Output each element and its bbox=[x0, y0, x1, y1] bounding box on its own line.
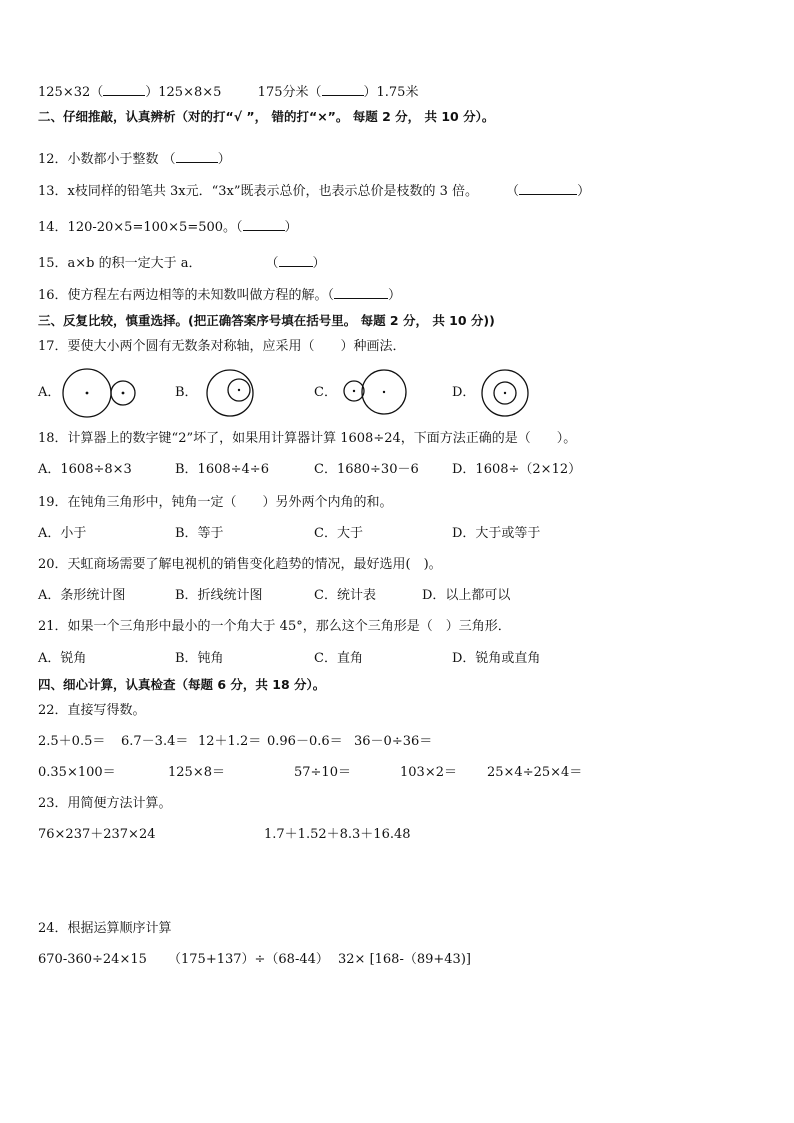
q19-option-b[interactable]: B．等于 bbox=[175, 526, 224, 541]
q18-option-d[interactable]: D．1608÷（2×12） bbox=[452, 462, 582, 477]
q22-item: 125×8＝ bbox=[168, 765, 225, 780]
q23-item: 76×237＋237×24 bbox=[38, 827, 156, 842]
q17-option-c-label: C． bbox=[314, 385, 337, 400]
answer-blank[interactable] bbox=[279, 254, 313, 267]
q18-option-a[interactable]: A．1608÷8×3 bbox=[38, 462, 132, 477]
q24-item: （175+137）÷（68-44） bbox=[168, 952, 329, 967]
q17-option-b-figure bbox=[203, 366, 263, 420]
question-13: 13．x枝同样的铅笔共 3x元．“3x”既表示总价，也表示总价是枝数的 3 倍。 （ ） bbox=[38, 184, 591, 199]
q17-option-a-figure bbox=[60, 366, 150, 420]
q24-item: 32× [168-（89+43)] bbox=[338, 952, 471, 967]
q22-item: 6.7－3.4＝ bbox=[121, 734, 189, 749]
q20-option-c[interactable]: C．统计表 bbox=[314, 588, 376, 603]
question-16: 16．使方程左右两边相等的未知数叫做方程的解。（ ） bbox=[38, 288, 402, 303]
answer-blank[interactable] bbox=[519, 182, 577, 195]
answer-blank[interactable] bbox=[103, 83, 145, 96]
q20-option-a[interactable]: A．条形统计图 bbox=[38, 588, 126, 603]
question-20: 20．天虹商场需要了解电视机的销售变化趋势的情况，最好选用( )。 bbox=[38, 557, 442, 572]
q22-item: 36－0÷36＝ bbox=[354, 734, 433, 749]
q22-item: 12＋1.2＝ bbox=[198, 734, 262, 749]
question-23: 23．用简便方法计算。 bbox=[38, 796, 172, 811]
q22-item: 0.96－0.6＝ bbox=[267, 734, 343, 749]
q11-line: 125×32（ ）125×8×5 175分米（ ）1.75米 bbox=[38, 85, 419, 100]
q17-option-a-label: A． bbox=[38, 385, 61, 400]
question-24: 24．根据运算顺序计算 bbox=[38, 921, 172, 936]
question-12: 12．小数都小于整数 （ ） bbox=[38, 152, 231, 167]
q17-option-b-label: B． bbox=[175, 385, 198, 400]
q21-option-a[interactable]: A．锐角 bbox=[38, 651, 87, 666]
q22-item: 25×4÷25×4＝ bbox=[487, 765, 583, 780]
q22-item: 57÷10＝ bbox=[294, 765, 351, 780]
question-14: 14．120-20×5=100×5=500。（ ） bbox=[38, 220, 298, 235]
q22-item: 0.35×100＝ bbox=[38, 765, 116, 780]
question-21: 21．如果一个三角形中最小的一个角大于 45°，那么这个三角形是（ ）三角形． bbox=[38, 619, 511, 634]
q19-option-c[interactable]: C．大于 bbox=[314, 526, 363, 541]
question-15: 15．a×b 的积一定大于 a． （ ） bbox=[38, 256, 326, 271]
section-4-title: 四、细心计算，认真检查（每题 6 分，共 18 分）。 bbox=[38, 677, 326, 692]
answer-blank[interactable] bbox=[334, 286, 388, 299]
q21-option-b[interactable]: B．钝角 bbox=[175, 651, 224, 666]
q22-item: 103×2＝ bbox=[400, 765, 457, 780]
question-22: 22．直接写得数。 bbox=[38, 703, 146, 718]
q18-option-c[interactable]: C．1680÷30－6 bbox=[314, 462, 419, 477]
q21-option-d[interactable]: D．锐角或直角 bbox=[452, 651, 541, 666]
q19-option-d[interactable]: D．大于或等于 bbox=[452, 526, 541, 541]
q17-option-d-figure bbox=[480, 366, 540, 420]
q17-option-d-label: D． bbox=[452, 385, 476, 400]
answer-blank[interactable] bbox=[176, 150, 218, 163]
section-3-title: 三、反复比较，慎重选择。(把正确答案序号填在括号里。 每题 2 分， 共 10 分)) bbox=[38, 313, 495, 328]
question-18: 18．计算器上的数字键“2”坏了，如果用计算器计算 1608÷24，下面方法正确的是（ ）。 bbox=[38, 431, 577, 446]
q21-option-c[interactable]: C．直角 bbox=[314, 651, 363, 666]
q19-option-a[interactable]: A．小于 bbox=[38, 526, 87, 541]
section-2-title: 二、仔细推敲，认真辨析（对的打“√ ”， 错的打“×”。 每题 2 分， 共 10 分）。 bbox=[38, 109, 495, 124]
q18-option-b[interactable]: B．1608÷4÷6 bbox=[175, 462, 269, 477]
q20-option-b[interactable]: B．折线统计图 bbox=[175, 588, 263, 603]
q20-option-d[interactable]: D．以上都可以 bbox=[422, 588, 511, 603]
q22-item: 2.5＋0.5＝ bbox=[38, 734, 106, 749]
q23-item: 1.7＋1.52＋8.3＋16.48 bbox=[264, 827, 411, 842]
question-19: 19．在钝角三角形中，钝角一定（ ）另外两个内角的和。 bbox=[38, 495, 393, 510]
answer-blank[interactable] bbox=[322, 83, 364, 96]
answer-blank[interactable] bbox=[243, 218, 285, 231]
q24-item: 670-360÷24×15 bbox=[38, 952, 147, 967]
question-17: 17．要使大小两个圆有无数条对称轴，应采用（ ）种画法． bbox=[38, 339, 406, 354]
q17-option-c-figure bbox=[340, 366, 420, 420]
